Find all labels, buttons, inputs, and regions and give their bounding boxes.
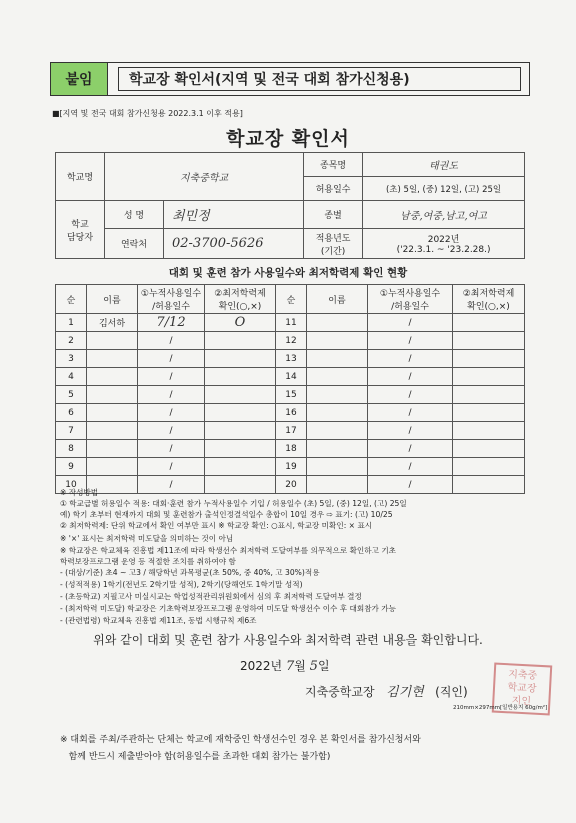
- row-no: 10: [56, 476, 87, 494]
- col-header-min-academic: ②최저학력제 확인(○,×): [453, 285, 525, 314]
- row-name: [307, 350, 368, 368]
- date-month-unit: 월: [294, 659, 306, 673]
- row-check: [205, 458, 276, 476]
- row-no: 6: [56, 404, 87, 422]
- row-check: [453, 440, 525, 458]
- phone-value: 02-3700-5626: [164, 229, 304, 259]
- row-no: 1: [56, 314, 87, 332]
- page-title: 학교장 확인서: [226, 128, 350, 150]
- allowed-days-label: 허용일수: [304, 177, 363, 201]
- notes-line: ※ 작성방법: [60, 488, 99, 497]
- row-days: /: [138, 440, 205, 458]
- row-no: 16: [276, 404, 307, 422]
- notes-line: - (최저학력 미도달) 학교장은 기초학력보장프로그램 운영하여 미도달 학생선수 이수 후 대회참가 가능: [60, 604, 396, 613]
- table-row: [56, 476, 525, 494]
- category-value: 남중,여중,남고,여고: [363, 201, 525, 229]
- row-days: /: [368, 404, 453, 422]
- table-row: [56, 368, 525, 386]
- seal-label: (직인): [435, 685, 468, 699]
- row-check: [453, 368, 525, 386]
- row-no: 9: [56, 458, 87, 476]
- row-name: [87, 386, 138, 404]
- table-row: [56, 332, 525, 350]
- col-header-min-academic: ②최저학력제 확인(○,×): [205, 285, 276, 314]
- col-header-name: 이름: [307, 285, 368, 314]
- info-table: [55, 152, 525, 259]
- header-title-wrap: [108, 63, 529, 95]
- row-name: [87, 422, 138, 440]
- notes-line: 학력보장프로그램 운영 등 적절한 조치를 취하여야 함: [60, 557, 236, 566]
- sport-label: 종목명: [304, 153, 363, 177]
- notes-line: - (성적적용) 1학기(전년도 2학기말 성적), 2학기(당해연도 1학기말 성적): [60, 580, 303, 589]
- header-title: 학교장 확인서(지역 및 전국 대회 참가신청용): [118, 67, 521, 91]
- row-days: /: [138, 404, 205, 422]
- row-days: /: [138, 368, 205, 386]
- col-header-no: 순: [276, 285, 307, 314]
- row-days: /: [138, 332, 205, 350]
- row-no: 17: [276, 422, 307, 440]
- row-check: [205, 368, 276, 386]
- table-row: [56, 314, 525, 332]
- school-label: 학교명: [56, 153, 105, 201]
- row-days: /: [138, 422, 205, 440]
- row-no: 18: [276, 440, 307, 458]
- name-value: 최민정: [164, 201, 304, 229]
- row-no: 11: [276, 314, 307, 332]
- school-value: 지축중학교: [105, 153, 304, 201]
- row-days: /: [368, 440, 453, 458]
- document-header: [50, 62, 530, 96]
- notes-line: 예) 학기 초부터 현재까지 대회 및 훈련참가 출석인정결석일수 총합이 10일 경우 ⇨ 표기: (고) 10/25: [60, 510, 393, 519]
- row-name: [307, 422, 368, 440]
- row-name: [307, 332, 368, 350]
- row-name: [87, 458, 138, 476]
- stamp-text: 지축중 학교장 지인: [507, 669, 538, 708]
- paper-spec: 210mm×297mm[일반용지 60g/m²]: [453, 705, 548, 711]
- notes-line: ※ '×' 표시는 최저학력 미도달을 의미하는 것이 아님: [60, 534, 234, 543]
- row-no: 19: [276, 458, 307, 476]
- footer-note-line: ※ 대회를 주최/주관하는 단체는 학교에 재학중인 학생선수인 경우 본 확인서를 참가신청서와: [60, 735, 421, 745]
- row-no: 3: [56, 350, 87, 368]
- row-name: [307, 368, 368, 386]
- notes-line: ② 최저학력제: 단위 학교에서 확인 여부만 표시 ※ 학교장 확인: ○표시, 학교장 미확인: × 표시: [60, 521, 373, 530]
- applicable-note: ■[지역 및 전국 대회 참가신청용 2022.3.1 이후 적용]: [52, 109, 243, 118]
- row-no: 4: [56, 368, 87, 386]
- row-days: /: [368, 314, 453, 332]
- signer-school: 지축중학교장: [305, 685, 375, 699]
- table-row: [56, 350, 525, 368]
- row-name: [87, 440, 138, 458]
- row-check: [205, 350, 276, 368]
- row-check: [453, 422, 525, 440]
- notes-line: - (대상/기준) 초4 ~ 고3 / 해당학년 과목평균(초 50%, 중 40%, 고 30%)적용: [60, 568, 320, 577]
- footer-note-line: 함께 반드시 제출받아야 함(허용일수를 초과한 대회 참가는 불가함): [60, 752, 331, 762]
- row-check: [205, 404, 276, 422]
- row-check: [453, 476, 525, 494]
- row-days: /: [138, 386, 205, 404]
- row-name: [307, 476, 368, 494]
- table-row: [56, 404, 525, 422]
- row-check: [453, 350, 525, 368]
- col-header-no: 순: [56, 285, 87, 314]
- notes-line: - (관련법령) 학교체육 진흥법 제11조, 동법 시행규칙 제6조: [60, 616, 257, 625]
- sport-value: 태권도: [363, 153, 525, 177]
- row-days: /: [138, 476, 205, 494]
- row-check: [205, 422, 276, 440]
- row-days: /: [368, 386, 453, 404]
- year-cell: [363, 229, 525, 259]
- contact-label: 학교 담당자: [56, 201, 105, 259]
- row-no: 20: [276, 476, 307, 494]
- table-row: [56, 422, 525, 440]
- row-check: [453, 404, 525, 422]
- allowed-days-value: (초) 5일, (중) 12일, (고) 25일: [363, 177, 525, 201]
- row-name: 김서하: [87, 314, 138, 332]
- date-day: 5: [309, 659, 318, 674]
- row-name: [87, 368, 138, 386]
- date-line: [240, 657, 330, 674]
- row-check: [205, 440, 276, 458]
- col-header-name: 이름: [87, 285, 138, 314]
- date-month: 7: [285, 659, 295, 674]
- date-day-unit: 일: [317, 659, 330, 673]
- row-check: [205, 332, 276, 350]
- row-days: /: [368, 332, 453, 350]
- row-check: O: [205, 314, 276, 332]
- row-days: /: [368, 476, 453, 494]
- row-no: 14: [276, 368, 307, 386]
- row-check: [205, 386, 276, 404]
- name-label: 성 명: [105, 201, 164, 229]
- row-no: 12: [276, 332, 307, 350]
- section-title: 대회 및 훈련 참가 사용일수와 최저학력제 확인 현황: [168, 267, 408, 279]
- row-name: [87, 332, 138, 350]
- col-header-days: ①누적사용일수 /허용일수: [138, 285, 205, 314]
- row-check: [453, 386, 525, 404]
- category-label: 종별: [304, 201, 363, 229]
- row-days: /: [368, 350, 453, 368]
- row-name: [87, 404, 138, 422]
- row-days: /: [368, 422, 453, 440]
- notes-line: - (초등학교) 지필고사 미실시교는 학업성적관리위원회에서 심의 후 최저학력 도달여부 결정: [60, 592, 362, 601]
- period-value: ('22.3.1. ~ '23.2.28.): [396, 245, 491, 255]
- row-no: 15: [276, 386, 307, 404]
- footer-note: [60, 732, 421, 766]
- year-label: 적용년도 (기간): [304, 229, 363, 259]
- row-days: /: [138, 350, 205, 368]
- row-name: [307, 386, 368, 404]
- attachment-badge: 붙임: [51, 63, 108, 95]
- confirmation-statement: 위와 같이 대회 및 훈련 참가 사용일수와 최저학력 관련 내용을 확인합니다.: [93, 633, 483, 647]
- row-no: 8: [56, 440, 87, 458]
- row-days: /: [138, 458, 205, 476]
- signer-line: [305, 681, 468, 700]
- row-days: /: [368, 458, 453, 476]
- date-year: 2022년: [240, 659, 283, 673]
- col-header-days: ①누적사용일수 /허용일수: [368, 285, 453, 314]
- row-check: [453, 332, 525, 350]
- row-check: [453, 458, 525, 476]
- signature: 김기현: [386, 685, 424, 700]
- table-row: [56, 458, 525, 476]
- row-no: 7: [56, 422, 87, 440]
- row-days: 7/12: [138, 314, 205, 332]
- notes-line: ※ 학교장은 학교체육 진흥법 제11조에 따라 학생선수 최저학력 도달여부를 의무적으로 확인하고 기초: [60, 546, 396, 555]
- notes-line: ① 학교급별 허용일수 적용: 대회·훈련 참가 누적사용일수 기입 / 허용일수 (초) 5일, (중) 12일, (고) 25일: [60, 499, 407, 508]
- row-name: [307, 440, 368, 458]
- table-row: [56, 386, 525, 404]
- year-value: 2022년: [427, 235, 460, 245]
- row-days: /: [368, 368, 453, 386]
- row-no: 13: [276, 350, 307, 368]
- row-no: 2: [56, 332, 87, 350]
- row-check: [205, 476, 276, 494]
- athlete-list-table: [55, 284, 525, 494]
- row-no: 5: [56, 386, 87, 404]
- row-name: [87, 350, 138, 368]
- row-check: [453, 314, 525, 332]
- row-name: [307, 458, 368, 476]
- row-name: [307, 404, 368, 422]
- row-name: [307, 314, 368, 332]
- table-row: [56, 440, 525, 458]
- phone-label: 연락처: [105, 229, 164, 259]
